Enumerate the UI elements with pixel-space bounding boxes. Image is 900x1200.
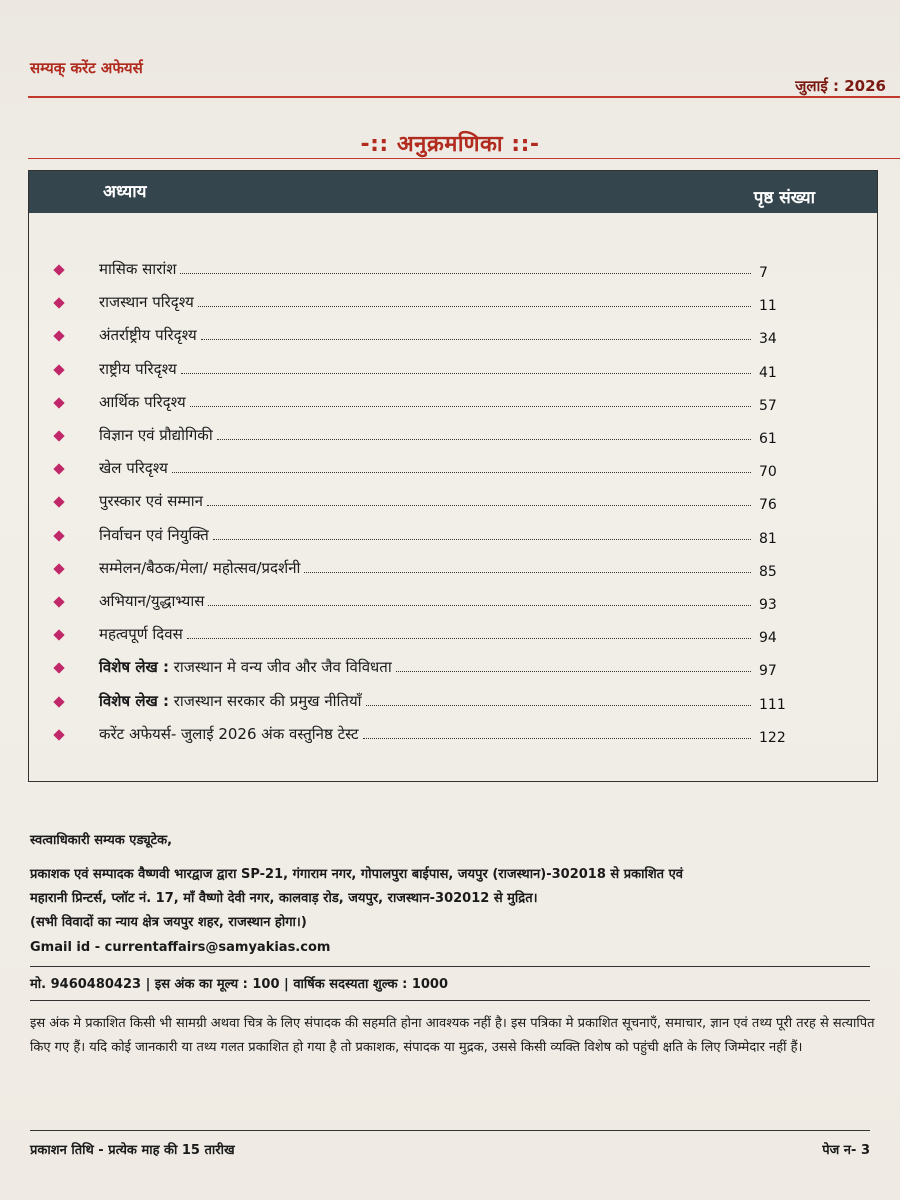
toc-entry-label xyxy=(99,325,197,345)
toc-entry xyxy=(29,257,877,287)
toc-entry-title: आर्थिक परिदृश्य xyxy=(99,392,186,411)
dot-leader xyxy=(217,439,751,440)
publisher-line: प्रकाशक एवं सम्पादक वैष्णवी भारद्वाज द्वारा SP-21, गंगाराम नगर, गोपालपुरा बाईपास, जयपुर (राजस्थान)-302018 से प्रकाशित एवं xyxy=(30,867,684,882)
toc-entry-title: राजस्थान परिदृश्य xyxy=(99,293,194,312)
toc-entry-page: 57 xyxy=(759,397,777,414)
toc-entry xyxy=(29,556,877,586)
toc-entry-page: 81 xyxy=(759,530,777,547)
footer-divider xyxy=(30,1130,870,1131)
toc-entry-label xyxy=(99,392,186,412)
toc-entry-page: 11 xyxy=(759,298,777,315)
toc-entry xyxy=(29,622,877,652)
disclaimer-text: इस अंक मे प्रकाशित किसी भी सामग्री अथवा चित्र के लिए संपादक की सहमति होना आवश्यक नहीं है। इस पत्रिका मे प्रकाशित सूचनाएँ, समाचार, ज्ञान एवं तथ्य पूरी तरह से सत्यापित किए गए हैं। यदि कोई जानकारी या तथ्य गलत प्रकाशित हो गया है तो प्रकाशक, संपादक या मुद्रक, उससे किसी व्यक्ति विशेष को पहुंची क्षति के लिए जिम्मेदार नहीं हैं। xyxy=(30,1016,875,1055)
page-number: पेज न- 3 xyxy=(822,1143,870,1158)
toc-entry-title: मासिक सारांश xyxy=(99,260,177,278)
toc-entry-title: राजस्थान सरकार की प्रमुख नीतियाँ xyxy=(173,691,362,710)
toc-entry-page: 34 xyxy=(759,331,777,348)
toc-entry xyxy=(29,655,877,685)
page-column-header: पृष्ठ संख्या xyxy=(753,188,815,208)
diamond-bullet-icon xyxy=(53,729,64,740)
toc-entry-title: खेल परिदृश्य xyxy=(99,459,168,478)
diamond-bullet-icon xyxy=(53,331,64,342)
gmail-line: Gmail id - currentaffairs@samyakias.com xyxy=(30,940,331,955)
toc-entry xyxy=(29,689,877,719)
publish-date: प्रकाशन तिथि - प्रत्येक माह की 15 तारीख xyxy=(30,1143,235,1158)
toc-entry-label xyxy=(99,525,209,545)
toc-entry-prefix: विशेष लेख : xyxy=(99,658,169,677)
contact-top-rule xyxy=(30,966,870,967)
diamond-bullet-icon xyxy=(53,563,64,574)
toc-entry xyxy=(29,390,877,420)
dot-leader xyxy=(213,539,751,540)
dot-leader xyxy=(207,505,751,506)
toc-header xyxy=(29,171,877,213)
diamond-bullet-icon xyxy=(53,663,64,674)
toc-entry-label xyxy=(99,292,194,312)
dot-leader xyxy=(190,406,751,407)
toc-entry-title: राष्ट्रीय परिदृश्य xyxy=(99,359,177,378)
toc-entry xyxy=(29,290,877,320)
toc-entry-label xyxy=(99,359,177,379)
diamond-bullet-icon xyxy=(53,497,64,508)
chapter-column-header: अध्याय xyxy=(103,182,147,202)
diamond-bullet-icon xyxy=(53,530,64,541)
toc-entry xyxy=(29,423,877,453)
toc-entry-prefix: विशेष लेख : xyxy=(99,691,169,710)
toc-entry-title: महत्वपूर्ण दिवस xyxy=(99,625,183,644)
toc-entry xyxy=(29,523,877,553)
toc-entry-title: अंतर्राष्ट्रीय परिदृश्य xyxy=(99,326,197,345)
jurisdiction-line: (सभी विवादों का न्याय क्षेत्र जयपुर शहर, राजस्थान होगा।) xyxy=(30,915,307,930)
toc-entry-label xyxy=(99,657,392,677)
dot-leader xyxy=(172,472,751,473)
dot-leader xyxy=(201,339,751,340)
toc-entry-label xyxy=(99,458,168,478)
diamond-bullet-icon xyxy=(53,630,64,641)
toc-entry-label xyxy=(99,724,359,744)
toc-entry-title: राजस्थान मे वन्य जीव और जैव विविधता xyxy=(173,658,392,677)
owner-line: स्वत्वाधिकारी सम्यक एड्यूटेक, xyxy=(30,833,173,848)
diamond-bullet-icon xyxy=(53,264,64,275)
toc-entry-label xyxy=(99,591,204,611)
magazine-name: सम्यक् करेंट अफेयर्स xyxy=(30,59,143,77)
diamond-bullet-icon xyxy=(53,696,64,707)
toc-entry xyxy=(29,323,877,353)
toc-entry xyxy=(29,722,877,752)
toc-entry-page: 41 xyxy=(759,364,777,381)
diamond-bullet-icon xyxy=(53,596,64,607)
toc-entry-label xyxy=(99,425,213,445)
table-of-contents xyxy=(28,170,878,782)
toc-entry-page: 61 xyxy=(759,431,777,447)
toc-entry-label xyxy=(99,491,203,511)
toc-entry-label xyxy=(99,624,183,644)
header-divider xyxy=(28,96,900,98)
page-title: -:: अनुक्रमणिका ::- xyxy=(360,132,540,157)
dot-leader xyxy=(198,306,751,307)
issue-month: जुलाई : 2026 xyxy=(795,77,886,95)
toc-entry-page: 94 xyxy=(759,630,777,647)
toc-entry-title: करेंट अफेयर्स- जुलाई 2026 अंक वस्तुनिष्ठ टेस्ट xyxy=(99,724,359,743)
toc-entry xyxy=(29,589,877,619)
toc-entry xyxy=(29,489,877,519)
dot-leader xyxy=(181,373,751,374)
toc-entry-title: अभियान/युद्धाभ्यास xyxy=(99,592,205,610)
toc-entry-label xyxy=(99,691,362,711)
toc-entry-page: 97 xyxy=(759,663,777,680)
toc-entry-title: निर्वाचन एवं नियुक्ति xyxy=(99,525,209,544)
diamond-bullet-icon xyxy=(53,397,64,408)
toc-entry xyxy=(29,456,877,486)
title-divider xyxy=(28,158,900,159)
diamond-bullet-icon xyxy=(53,364,64,375)
toc-entry-label xyxy=(99,558,300,578)
toc-entry-title: पुरस्कार एवं सम्मान xyxy=(99,492,204,511)
diamond-bullet-icon xyxy=(53,298,64,309)
diamond-bullet-icon xyxy=(53,464,64,475)
dot-leader xyxy=(180,273,751,274)
contact-bottom-rule xyxy=(30,1000,870,1001)
toc-entry-label xyxy=(99,259,176,279)
dot-leader xyxy=(396,671,751,672)
diamond-bullet-icon xyxy=(53,430,64,441)
toc-entry-page: 70 xyxy=(759,464,777,481)
dot-leader xyxy=(363,738,751,739)
toc-entry-page: 93 xyxy=(759,597,777,613)
toc-entry xyxy=(29,357,877,387)
printer-line: महारानी प्रिन्टर्स, प्लॉट नं. 17, माँ वैष्णो देवी नगर, कालवाड़ रोड, जयपुर, राजस्थान-302012 से मुद्रित। xyxy=(30,891,538,906)
dot-leader xyxy=(208,605,751,606)
contact-line: मो. 9460480423 | इस अंक का मूल्य : 100 | वार्षिक सदस्यता शुल्क : 1000 xyxy=(30,977,449,992)
dot-leader xyxy=(366,705,751,706)
toc-entry-page: 122 xyxy=(759,729,786,746)
toc-entry-page: 111 xyxy=(759,696,786,713)
toc-entry-page: 85 xyxy=(759,563,777,580)
toc-entry-title: विज्ञान एवं प्रौद्योगिकी xyxy=(99,426,213,444)
dot-leader xyxy=(187,638,751,639)
dot-leader xyxy=(304,572,751,573)
toc-entry-page: 7 xyxy=(759,265,768,281)
toc-entry-page: 76 xyxy=(759,497,777,514)
toc-entry-title: सम्मेलन/बैठक/मेला/ महोत्सव/प्रदर्शनी xyxy=(99,558,301,577)
